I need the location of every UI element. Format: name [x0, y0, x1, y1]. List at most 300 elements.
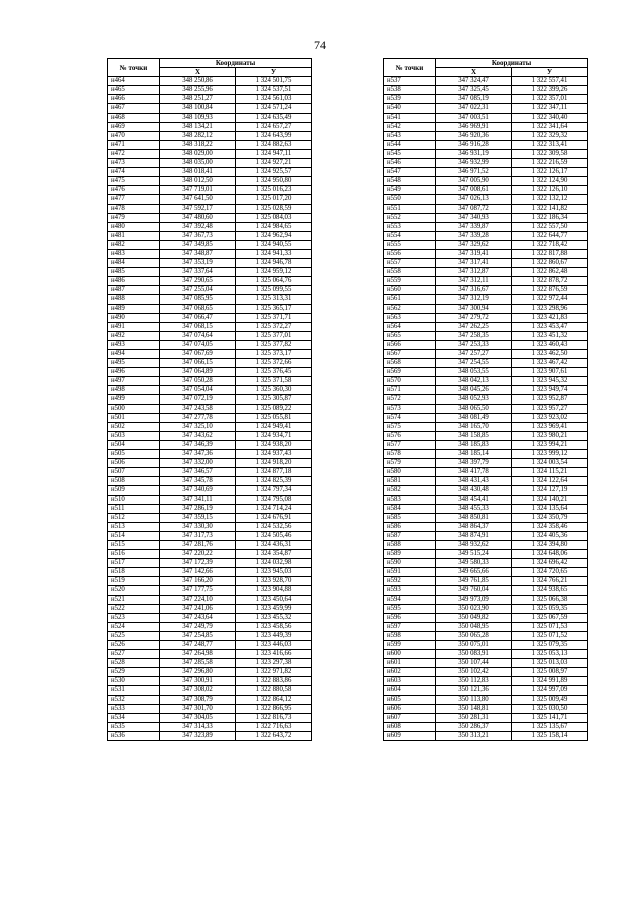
x-coordinate-cell: 348 052,93 — [436, 395, 512, 404]
point-number-cell: н573 — [384, 404, 436, 413]
point-number-cell: н557 — [384, 259, 436, 268]
y-coordinate-cell: 1 323 907,61 — [512, 368, 588, 377]
table-row — [384, 377, 588, 386]
x-coordinate-cell: 347 279,72 — [436, 313, 512, 322]
header-coordinates: Координаты — [436, 59, 588, 68]
x-coordinate-cell: 347 346,39 — [160, 440, 236, 449]
y-coordinate-cell: 1 324 354,87 — [236, 550, 312, 559]
point-number-cell: н543 — [384, 131, 436, 140]
x-coordinate-cell: 350 107,44 — [436, 659, 512, 668]
x-coordinate-cell: 347 340,69 — [160, 486, 236, 495]
table-row — [108, 422, 312, 431]
header-row — [108, 59, 312, 68]
x-coordinate-cell: 347 339,87 — [436, 222, 512, 231]
x-coordinate-cell: 347 592,17 — [160, 204, 236, 213]
table-row — [384, 231, 588, 240]
x-coordinate-cell: 347 312,19 — [436, 295, 512, 304]
table-row — [384, 668, 588, 677]
point-number-cell: н572 — [384, 395, 436, 404]
point-number-cell: н597 — [384, 622, 436, 631]
y-coordinate-cell: 1 324 947,11 — [236, 149, 312, 158]
x-coordinate-cell: 348 018,41 — [160, 168, 236, 177]
y-coordinate-cell: 1 323 462,50 — [512, 350, 588, 359]
point-number-cell: н471 — [108, 140, 160, 149]
table-row — [384, 395, 588, 404]
y-coordinate-cell: 1 322 816,73 — [236, 713, 312, 722]
table-row — [384, 322, 588, 331]
x-coordinate-cell: 349 580,33 — [436, 559, 512, 568]
point-number-cell: н558 — [384, 268, 436, 277]
y-coordinate-cell: 1 322 557,50 — [512, 222, 588, 231]
header-y: У — [512, 68, 588, 77]
point-number-cell: н483 — [108, 249, 160, 258]
y-coordinate-cell: 1 324 436,31 — [236, 540, 312, 549]
point-number-cell: н552 — [384, 213, 436, 222]
y-coordinate-cell: 1 323 460,43 — [512, 340, 588, 349]
table-row — [384, 77, 588, 86]
table-row — [384, 95, 588, 104]
x-coordinate-cell: 348 430,48 — [436, 486, 512, 495]
point-number-cell: н493 — [108, 340, 160, 349]
x-coordinate-cell: 347 026,13 — [436, 195, 512, 204]
table-row — [108, 704, 312, 713]
point-number-cell: н501 — [108, 413, 160, 422]
x-coordinate-cell: 349 760,04 — [436, 586, 512, 595]
point-number-cell: н541 — [384, 113, 436, 122]
table-row — [384, 222, 588, 231]
table-row — [108, 604, 312, 613]
y-coordinate-cell: 1 325 017,20 — [236, 195, 312, 204]
table-row — [108, 513, 312, 522]
point-number-cell: н591 — [384, 568, 436, 577]
table-row — [108, 77, 312, 86]
table-row — [108, 213, 312, 222]
point-number-cell: н475 — [108, 177, 160, 186]
table-row — [108, 277, 312, 286]
x-coordinate-cell: 350 023,90 — [436, 604, 512, 613]
x-coordinate-cell: 347 346,57 — [160, 468, 236, 477]
y-coordinate-cell: 1 325 377,82 — [236, 340, 312, 349]
y-coordinate-cell: 1 324 135,64 — [512, 504, 588, 513]
table-row — [108, 386, 312, 395]
y-coordinate-cell: 1 325 089,22 — [236, 404, 312, 413]
point-number-cell: н535 — [108, 722, 160, 731]
table-row — [108, 404, 312, 413]
table-row — [108, 377, 312, 386]
y-coordinate-cell: 1 322 866,95 — [236, 704, 312, 713]
point-number-cell: н525 — [108, 631, 160, 640]
table-row — [384, 622, 588, 631]
point-number-cell: н539 — [384, 95, 436, 104]
point-number-cell: н527 — [108, 650, 160, 659]
x-coordinate-cell: 348 250,86 — [160, 77, 236, 86]
y-coordinate-cell: 1 325 141,71 — [512, 713, 588, 722]
x-coordinate-cell: 347 312,11 — [436, 277, 512, 286]
point-number-cell: н482 — [108, 240, 160, 249]
y-coordinate-cell: 1 323 945,03 — [236, 568, 312, 577]
point-number-cell: н531 — [108, 686, 160, 695]
x-coordinate-cell: 350 121,36 — [436, 686, 512, 695]
x-coordinate-cell: 348 053,55 — [436, 368, 512, 377]
table-row — [108, 295, 312, 304]
point-number-cell: н570 — [384, 377, 436, 386]
table-row — [108, 340, 312, 349]
x-coordinate-cell: 348 397,79 — [436, 459, 512, 468]
point-number-cell: н586 — [384, 522, 436, 531]
table-row — [384, 350, 588, 359]
x-coordinate-cell: 348 029,00 — [160, 149, 236, 158]
table-row — [384, 104, 588, 113]
x-coordinate-cell: 348 251,27 — [160, 95, 236, 104]
x-coordinate-cell: 350 286,37 — [436, 722, 512, 731]
table-row — [108, 613, 312, 622]
x-coordinate-cell: 347 340,93 — [436, 213, 512, 222]
y-coordinate-cell: 1 323 945,32 — [512, 377, 588, 386]
table-row — [384, 368, 588, 377]
table-row — [384, 168, 588, 177]
table-row — [384, 213, 588, 222]
y-coordinate-cell: 1 322 141,82 — [512, 204, 588, 213]
x-coordinate-cell: 350 313,21 — [436, 731, 512, 740]
y-coordinate-cell: 1 323 453,47 — [512, 322, 588, 331]
x-coordinate-cell: 347 480,60 — [160, 213, 236, 222]
point-number-cell: н500 — [108, 404, 160, 413]
x-coordinate-cell: 347 172,39 — [160, 559, 236, 568]
header-y: У — [236, 68, 312, 77]
table-row — [384, 695, 588, 704]
table-row — [108, 395, 312, 404]
y-coordinate-cell: 1 325 084,03 — [236, 213, 312, 222]
x-coordinate-cell: 347 317,73 — [160, 531, 236, 540]
header-point-number: № точки — [384, 59, 436, 77]
y-coordinate-cell: 1 324 959,12 — [236, 268, 312, 277]
table-row — [384, 613, 588, 622]
point-number-cell: н514 — [108, 531, 160, 540]
table-row — [108, 104, 312, 113]
point-number-cell: н605 — [384, 695, 436, 704]
point-number-cell: н563 — [384, 313, 436, 322]
y-coordinate-cell: 1 323 952,87 — [512, 395, 588, 404]
x-coordinate-cell: 346 931,19 — [436, 149, 512, 158]
y-coordinate-cell: 1 323 969,41 — [512, 422, 588, 431]
y-coordinate-cell: 1 325 135,67 — [512, 722, 588, 731]
x-coordinate-cell: 348 035,00 — [160, 159, 236, 168]
x-coordinate-cell: 347 343,62 — [160, 431, 236, 440]
y-coordinate-cell: 1 322 399,26 — [512, 86, 588, 95]
table-row — [384, 522, 588, 531]
point-number-cell: н603 — [384, 677, 436, 686]
table-row — [384, 340, 588, 349]
header-x: X — [436, 68, 512, 77]
table-row — [108, 149, 312, 158]
y-coordinate-cell: 1 324 877,18 — [236, 468, 312, 477]
table-body-left — [108, 77, 312, 741]
table-row — [108, 413, 312, 422]
y-coordinate-cell: 1 322 340,40 — [512, 113, 588, 122]
table-row — [108, 113, 312, 122]
table-row — [108, 322, 312, 331]
point-number-cell: н587 — [384, 531, 436, 540]
point-number-cell: н506 — [108, 459, 160, 468]
y-coordinate-cell: 1 322 644,77 — [512, 231, 588, 240]
point-number-cell: н465 — [108, 86, 160, 95]
x-coordinate-cell: 347 304,05 — [160, 713, 236, 722]
table-row — [108, 550, 312, 559]
y-coordinate-cell: 1 322 313,41 — [512, 140, 588, 149]
y-coordinate-cell: 1 324 676,91 — [236, 513, 312, 522]
point-number-cell: н556 — [384, 249, 436, 258]
table-row — [108, 168, 312, 177]
table-row — [108, 259, 312, 268]
x-coordinate-cell: 350 075,01 — [436, 641, 512, 650]
point-number-cell: н594 — [384, 595, 436, 604]
point-number-cell: н599 — [384, 641, 436, 650]
y-coordinate-cell: 1 324 962,94 — [236, 231, 312, 240]
point-number-cell: н524 — [108, 622, 160, 631]
y-coordinate-cell: 1 325 066,38 — [512, 595, 588, 604]
y-coordinate-cell: 1 322 972,44 — [512, 295, 588, 304]
x-coordinate-cell: 347 314,33 — [160, 722, 236, 731]
y-coordinate-cell: 1 324 934,71 — [236, 431, 312, 440]
table-row — [384, 204, 588, 213]
point-number-cell: н582 — [384, 486, 436, 495]
y-coordinate-cell: 1 325 009,49 — [512, 695, 588, 704]
y-coordinate-cell: 1 324 405,36 — [512, 531, 588, 540]
point-number-cell: н496 — [108, 368, 160, 377]
y-coordinate-cell: 1 322 876,59 — [512, 286, 588, 295]
table-row — [384, 295, 588, 304]
x-coordinate-cell: 347 641,50 — [160, 195, 236, 204]
x-coordinate-cell: 347 050,28 — [160, 377, 236, 386]
x-coordinate-cell: 348 850,81 — [436, 513, 512, 522]
y-coordinate-cell: 1 324 938,65 — [512, 586, 588, 595]
x-coordinate-cell: 347 367,73 — [160, 231, 236, 240]
y-coordinate-cell: 1 324 946,78 — [236, 259, 312, 268]
table-row — [384, 686, 588, 695]
y-coordinate-cell: 1 323 904,88 — [236, 586, 312, 595]
x-coordinate-cell: 348 158,85 — [436, 431, 512, 440]
point-number-cell: н608 — [384, 722, 436, 731]
table-row — [108, 531, 312, 540]
x-coordinate-cell: 347 339,28 — [436, 231, 512, 240]
point-number-cell: н601 — [384, 659, 436, 668]
table-row — [384, 731, 588, 740]
point-number-cell: н545 — [384, 149, 436, 158]
table-row — [384, 559, 588, 568]
table-row — [108, 122, 312, 131]
table-row — [108, 540, 312, 549]
x-coordinate-cell: 347 325,10 — [160, 422, 236, 431]
point-number-cell: н607 — [384, 713, 436, 722]
y-coordinate-cell: 1 324 643,99 — [236, 131, 312, 140]
table-row — [108, 568, 312, 577]
table-row — [384, 113, 588, 122]
x-coordinate-cell: 347 281,76 — [160, 540, 236, 549]
point-number-cell: н511 — [108, 504, 160, 513]
x-coordinate-cell: 349 761,85 — [436, 577, 512, 586]
table-row — [384, 331, 588, 340]
point-number-cell: н532 — [108, 695, 160, 704]
x-coordinate-cell: 348 932,62 — [436, 540, 512, 549]
table-row — [108, 641, 312, 650]
x-coordinate-cell: 347 312,87 — [436, 268, 512, 277]
x-coordinate-cell: 347 068,65 — [160, 304, 236, 313]
point-number-cell: н544 — [384, 140, 436, 149]
y-coordinate-cell: 1 323 297,38 — [236, 659, 312, 668]
table-row — [384, 177, 588, 186]
x-coordinate-cell: 347 325,45 — [436, 86, 512, 95]
x-coordinate-cell: 347 301,70 — [160, 704, 236, 713]
x-coordinate-cell: 347 005,90 — [436, 177, 512, 186]
x-coordinate-cell: 347 296,80 — [160, 668, 236, 677]
point-number-cell: н550 — [384, 195, 436, 204]
point-number-cell: н484 — [108, 259, 160, 268]
y-coordinate-cell: 1 322 216,59 — [512, 159, 588, 168]
point-number-cell: н542 — [384, 122, 436, 131]
table-row — [384, 131, 588, 140]
table-row — [384, 404, 588, 413]
x-coordinate-cell: 346 932,99 — [436, 159, 512, 168]
x-coordinate-cell: 347 254,55 — [436, 359, 512, 368]
y-coordinate-cell: 1 324 140,21 — [512, 495, 588, 504]
y-coordinate-cell: 1 322 817,88 — [512, 249, 588, 258]
coordinates-table-left — [107, 58, 312, 741]
x-coordinate-cell: 347 085,95 — [160, 295, 236, 304]
point-number-cell: н588 — [384, 540, 436, 549]
y-coordinate-cell: 1 325 008,97 — [512, 668, 588, 677]
y-coordinate-cell: 1 325 373,17 — [236, 350, 312, 359]
table-row — [384, 722, 588, 731]
table-row — [108, 504, 312, 513]
y-coordinate-cell: 1 323 298,96 — [512, 304, 588, 313]
point-number-cell: н488 — [108, 295, 160, 304]
point-number-cell: н602 — [384, 668, 436, 677]
point-number-cell: н583 — [384, 495, 436, 504]
table-row — [384, 568, 588, 577]
point-number-cell: н592 — [384, 577, 436, 586]
x-coordinate-cell: 347 337,64 — [160, 268, 236, 277]
x-coordinate-cell: 347 264,98 — [160, 650, 236, 659]
table-row — [384, 422, 588, 431]
x-coordinate-cell: 348 874,91 — [436, 531, 512, 540]
x-coordinate-cell: 347 319,41 — [436, 249, 512, 258]
point-number-cell: н540 — [384, 104, 436, 113]
x-coordinate-cell: 346 920,36 — [436, 131, 512, 140]
table-row — [108, 268, 312, 277]
point-number-cell: н584 — [384, 504, 436, 513]
y-coordinate-cell: 1 325 071,53 — [512, 622, 588, 631]
y-coordinate-cell: 1 324 657,27 — [236, 122, 312, 131]
table-row — [108, 631, 312, 640]
table-row — [108, 559, 312, 568]
table-row — [108, 140, 312, 149]
x-coordinate-cell: 347 323,89 — [160, 731, 236, 740]
y-coordinate-cell: 1 324 940,55 — [236, 240, 312, 249]
y-coordinate-cell: 1 322 347,11 — [512, 104, 588, 113]
y-coordinate-cell: 1 325 016,23 — [236, 186, 312, 195]
x-coordinate-cell: 350 102,42 — [436, 668, 512, 677]
table-row — [384, 495, 588, 504]
point-number-cell: н553 — [384, 222, 436, 231]
y-coordinate-cell: 1 323 449,39 — [236, 631, 312, 640]
y-coordinate-cell: 1 324 795,08 — [236, 495, 312, 504]
table-row — [384, 713, 588, 722]
table-row — [108, 486, 312, 495]
point-number-cell: н523 — [108, 613, 160, 622]
point-number-cell: н551 — [384, 204, 436, 213]
header-row — [384, 59, 588, 68]
y-coordinate-cell: 1 323 928,70 — [236, 577, 312, 586]
point-number-cell: н485 — [108, 268, 160, 277]
point-number-cell: н516 — [108, 550, 160, 559]
point-number-cell: н489 — [108, 304, 160, 313]
table-row — [384, 304, 588, 313]
point-number-cell: н554 — [384, 231, 436, 240]
y-coordinate-cell: 1 323 957,27 — [512, 404, 588, 413]
x-coordinate-cell: 348 081,49 — [436, 413, 512, 422]
point-number-cell: н503 — [108, 431, 160, 440]
table-row — [108, 459, 312, 468]
point-number-cell: н512 — [108, 513, 160, 522]
table-row — [108, 304, 312, 313]
y-coordinate-cell: 1 323 455,32 — [236, 613, 312, 622]
point-number-cell: н546 — [384, 159, 436, 168]
point-number-cell: н569 — [384, 368, 436, 377]
x-coordinate-cell: 350 049,82 — [436, 613, 512, 622]
point-number-cell: н508 — [108, 477, 160, 486]
point-number-cell: н519 — [108, 577, 160, 586]
header-point-number: № точки — [108, 59, 160, 77]
y-coordinate-cell: 1 325 305,87 — [236, 395, 312, 404]
point-number-cell: н495 — [108, 359, 160, 368]
x-coordinate-cell: 347 719,01 — [160, 186, 236, 195]
y-coordinate-cell: 1 323 949,74 — [512, 386, 588, 395]
point-number-cell: н578 — [384, 450, 436, 459]
x-coordinate-cell: 346 916,28 — [436, 140, 512, 149]
point-number-cell: н498 — [108, 386, 160, 395]
y-coordinate-cell: 1 324 571,24 — [236, 104, 312, 113]
y-coordinate-cell: 1 322 880,58 — [236, 686, 312, 695]
y-coordinate-cell: 1 325 059,35 — [512, 604, 588, 613]
y-coordinate-cell: 1 324 532,56 — [236, 522, 312, 531]
y-coordinate-cell: 1 324 918,20 — [236, 459, 312, 468]
table-row — [108, 713, 312, 722]
y-coordinate-cell: 1 322 643,72 — [236, 731, 312, 740]
y-coordinate-cell: 1 324 537,51 — [236, 86, 312, 95]
point-number-cell: н576 — [384, 431, 436, 440]
point-number-cell: н575 — [384, 422, 436, 431]
point-number-cell: н476 — [108, 186, 160, 195]
point-number-cell: н574 — [384, 413, 436, 422]
x-coordinate-cell: 347 258,35 — [436, 331, 512, 340]
y-coordinate-cell: 1 323 450,64 — [236, 595, 312, 604]
point-number-cell: н581 — [384, 477, 436, 486]
table-row — [108, 677, 312, 686]
x-coordinate-cell: 347 177,75 — [160, 586, 236, 595]
point-number-cell: н477 — [108, 195, 160, 204]
point-number-cell: н491 — [108, 322, 160, 331]
point-number-cell: н481 — [108, 231, 160, 240]
point-number-cell: н548 — [384, 177, 436, 186]
x-coordinate-cell: 347 066,15 — [160, 359, 236, 368]
x-coordinate-cell: 347 316,67 — [436, 286, 512, 295]
x-coordinate-cell: 348 042,13 — [436, 377, 512, 386]
y-coordinate-cell: 1 324 032,98 — [236, 559, 312, 568]
y-coordinate-cell: 1 325 372,27 — [236, 322, 312, 331]
x-coordinate-cell: 347 392,48 — [160, 222, 236, 231]
y-coordinate-cell: 1 323 459,99 — [236, 604, 312, 613]
point-number-cell: н604 — [384, 686, 436, 695]
